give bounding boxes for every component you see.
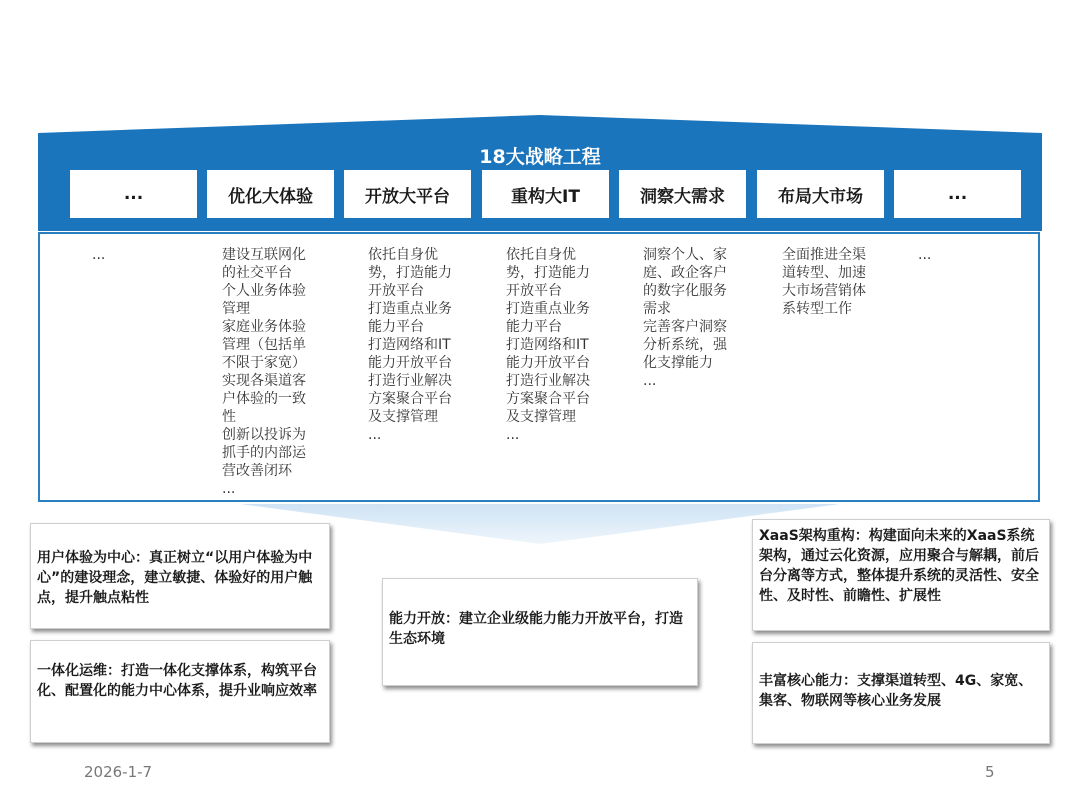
detail-line: ... — [222, 481, 236, 497]
detail-line: 方案聚合平台 — [368, 391, 452, 407]
detail-line: ... — [368, 427, 382, 443]
core-capability-box: 丰富核心能力：支撑渠道转型、4G、家宽、集客、物联网等核心业务发展 — [752, 642, 1050, 744]
pillar-7: ... — [894, 170, 1021, 218]
detail-line: 打造行业解决 — [506, 373, 590, 389]
detail-line: 管理（包括单 — [222, 337, 306, 353]
detail-col-7 — [918, 246, 1018, 264]
capability-open-box: 能力开放：建立企业级能力能力开放平台，打造生态环境 — [382, 578, 698, 686]
detail-line: 性 — [222, 409, 236, 425]
funnel-arrow — [240, 504, 840, 544]
detail-line: 个人业务体验 — [222, 283, 306, 299]
footer-date: 2026-1-7 — [84, 763, 153, 781]
detail-line: 家庭业务体验 — [222, 319, 306, 335]
detail-line: 打造重点业务 — [368, 301, 452, 317]
detail-line: 系转型工作 — [782, 301, 852, 317]
detail-line: ... — [506, 427, 520, 443]
detail-col-market — [782, 246, 882, 318]
pillar-insight-demand: 洞察大需求 — [619, 170, 746, 218]
detail-line: 不限于家宽） — [222, 355, 306, 371]
detail-line: 化支撑能力 — [643, 355, 713, 371]
detail-line: 需求 — [643, 301, 671, 317]
detail-line: 抓手的内部运 — [222, 445, 306, 461]
detail-line: 分析系统，强 — [643, 337, 727, 353]
pillar-optimize-experience: 优化大体验 — [207, 170, 334, 218]
detail-line: 的数字化服务 — [643, 283, 727, 299]
detail-col-1 — [92, 246, 192, 264]
detail-line: 开放平台 — [368, 283, 424, 299]
detail-line: 打造网络和IT — [368, 337, 451, 353]
detail-line: 大市场营销体 — [782, 283, 866, 299]
detail-line: 能力平台 — [506, 319, 562, 335]
detail-line: 打造网络和IT — [506, 337, 589, 353]
detail-line: 依托自身优 — [506, 247, 576, 263]
detail-line: 开放平台 — [506, 283, 562, 299]
detail-line: 洞察个人、家 — [643, 247, 727, 263]
detail-line: 完善客户洞察 — [643, 319, 727, 335]
detail-line: 全面推进全渠 — [782, 247, 866, 263]
detail-line: 及支撑管理 — [506, 409, 576, 425]
detail-line: 打造重点业务 — [506, 301, 590, 317]
detail-line: 管理 — [222, 301, 250, 317]
detail-line: ... — [92, 247, 106, 263]
detail-line: ... — [918, 247, 932, 263]
detail-line: 庭、政企客户 — [643, 265, 727, 281]
detail-line: 势，打造能力 — [506, 265, 590, 281]
detail-line: 实现各渠道客 — [222, 373, 306, 389]
detail-line: 营改善闭环 — [222, 463, 292, 479]
detail-line: 道转型、加速 — [782, 265, 866, 281]
xaas-box: XaaS架构重构：构建面向未来的XaaS系统架构，通过云化资源，应用聚合与解耦，前后台分离等方式，整体提升系统的灵活性、安全性、及时性、前瞻性、扩展性 — [752, 519, 1050, 631]
banner-title: 18大战略工程 — [479, 146, 601, 168]
detail-line: 户体验的一致 — [222, 391, 306, 407]
detail-col-it — [506, 246, 606, 444]
detail-line: 能力平台 — [368, 319, 424, 335]
detail-line: 依托自身优 — [368, 247, 438, 263]
pillar-1: ... — [70, 170, 197, 218]
detail-line: 建设互联网化 — [222, 247, 306, 263]
detail-line: ... — [643, 373, 657, 389]
pillar-open-platform: 开放大平台 — [344, 170, 471, 218]
detail-line: 势，打造能力 — [368, 265, 452, 281]
detail-line: 能力开放平台 — [506, 355, 590, 371]
pillar-rebuild-it: 重构大IT — [482, 170, 609, 218]
detail-col-experience — [222, 246, 322, 498]
detail-line: 打造行业解决 — [368, 373, 452, 389]
detail-col-demand — [643, 246, 743, 390]
page-number: 5 — [985, 763, 995, 781]
detail-line: 方案聚合平台 — [506, 391, 590, 407]
pillar-layout-market: 布局大市场 — [757, 170, 884, 218]
user-experience-box: 用户体验为中心：真正树立“以用户体验为中心”的建设理念，建立敏捷、体验好的用户触点，提升触点粘性 — [30, 523, 330, 629]
detail-line: 的社交平台 — [222, 265, 292, 281]
detail-line: 能力开放平台 — [368, 355, 452, 371]
detail-line: 创新以投诉为 — [222, 427, 306, 443]
detail-col-platform — [368, 246, 468, 444]
integrated-ops-box: 一体化运维：打造一体化支撑体系，构筑平台化、配置化的能力中心体系，提升业响应效率 — [30, 640, 330, 743]
detail-line: 及支撑管理 — [368, 409, 438, 425]
